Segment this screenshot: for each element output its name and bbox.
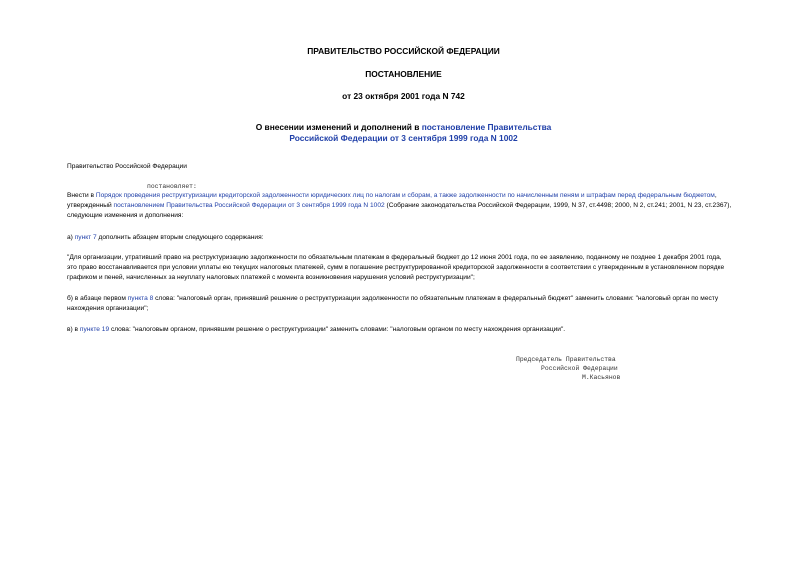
issuing-authority: ПРАВИТЕЛЬСТВО РОССИЙСКОЙ ФЕДЕРАЦИИ xyxy=(307,46,500,56)
paragraph-main-line2: утвержденный постановлением Правительства Российской Федерации от 3 сентября 1999 года N 1002 (Собрание законодательства Российской Федерации, 1999, N 37, ст.4498; 2000, N 2, ст.241; 2001, N 23, ст.2367), xyxy=(67,202,732,209)
issuer-line: Правительство Российской Федерации xyxy=(67,163,187,170)
signature-country: Российской Федерации xyxy=(541,365,618,372)
decrees-word: постановляет: xyxy=(147,183,197,190)
document-type: ПОСТАНОВЛЕНИЕ xyxy=(365,69,442,79)
clause-7-link[interactable]: пункт 7 xyxy=(74,234,97,241)
item-b-line2: нахождения организации"; xyxy=(67,305,149,312)
signature-name: М.Касьянов xyxy=(582,374,621,381)
decree-1002-link[interactable]: постановлением Правительства Российской Федерации от 3 сентября 1999 года N 1002 xyxy=(113,202,385,209)
title-prefix: О внесении изменений и дополнений в xyxy=(255,122,422,132)
item-a: а) пункт 7 дополнить абзацем вторым следующего содержания: xyxy=(67,234,264,241)
item-v: в) в пункте 19 слова: "налоговым органом, принявшим решение о реструктуризации" заменить словами: "налоговым органом по месту нахождения организации". xyxy=(67,326,566,333)
signature-title: Председатель Правительства xyxy=(516,356,616,363)
amended-decree-link-cont[interactable]: Российской Федерации от 3 сентября 1999 года N 1002 xyxy=(289,133,518,143)
document-title-line2 xyxy=(0,132,807,144)
quote-line3: графиком и пеней, начисленных за неуплату налоговых платежей с момента возникновения нарушения условий реструктуризации"; xyxy=(67,274,475,281)
clause-19-link[interactable]: пункте 19 xyxy=(79,326,110,333)
clause-8-link[interactable]: пункта 8 xyxy=(127,295,154,302)
item-b-line1: б) в абзаце первом пункта 8 слова: "налоговый орган, принявший решение о реструктуризации задолженности по обязательным платежам в федеральный бюджет" заменить словами: "налоговый орган по месту xyxy=(67,295,719,302)
quote-line1: "Для организации, утративший право на реструктуризацию задолженности по обязательным платежам в федеральный бюджет до 12 июня 2001 года, по ее заявлению, поданному не позднее 1 декабря 2001 года, xyxy=(67,254,722,261)
paragraph-main-line1: Внести в Порядок проведения реструктуризации кредиторской задолженности юридических лиц по налогам и сборам, а также задолженности по начисленным пеням и штрафам перед федеральным бюджетом, xyxy=(67,192,717,199)
quote-line2: это право восстанавливается при условии уплаты ею текущих налоговых платежей, сумм в погашение реструктурированной кредиторской задолженности в соответствии с утвержденным в установленном порядке xyxy=(67,264,725,271)
document-date-number: от 23 октября 2001 года N 742 xyxy=(342,91,465,101)
paragraph-main-line3: следующие изменения и дополнения: xyxy=(67,212,184,219)
procedure-link[interactable]: Порядок проведения реструктуризации кредиторской задолженности юридических лиц по налогам и сборам, а также задолженности по начисленным пеням и штрафам перед федеральным бюджетом xyxy=(95,192,715,199)
amended-decree-link[interactable]: постановление Правительства xyxy=(421,122,552,132)
